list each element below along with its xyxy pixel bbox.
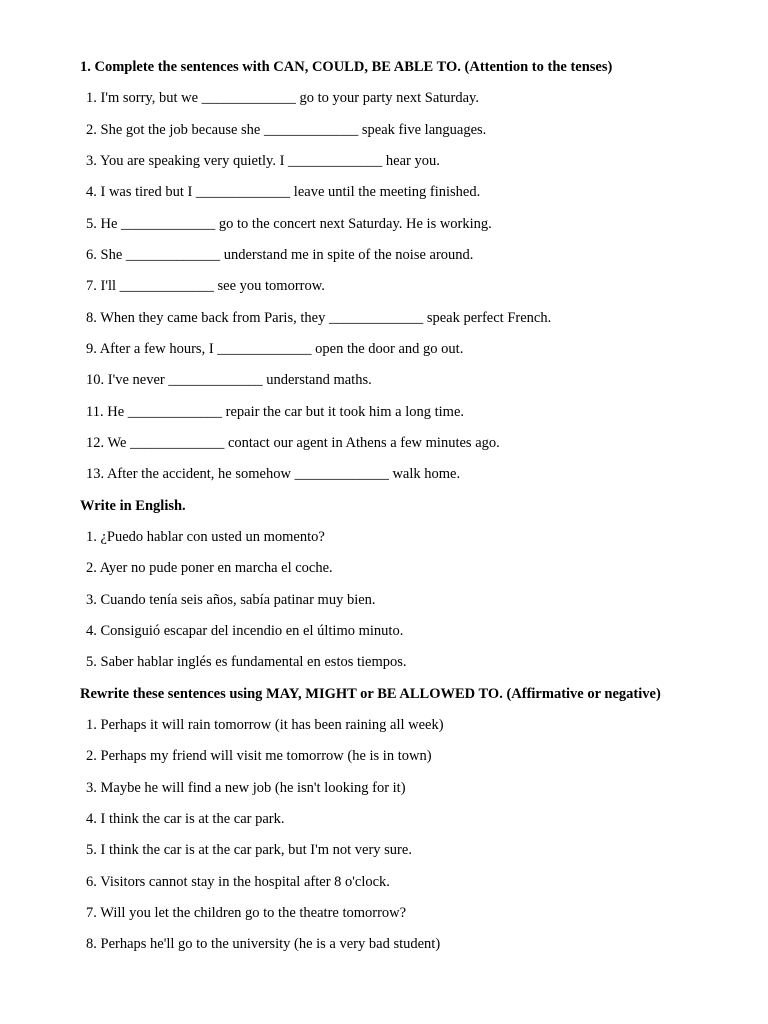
item-text: She _____________ understand me in spite of the noise around. [100, 246, 474, 263]
item-number: 5. [86, 215, 97, 232]
exercise-item [0, 616, 768, 647]
item-text: I've never _____________ understand maths. [107, 372, 372, 389]
item-text: Consiguió escapar del incendio en el último minuto. [100, 622, 404, 639]
exercise-item [0, 867, 768, 898]
section-heading: 1. Complete the sentences with CAN, COULD, BE ABLE TO. (Attention to the tenses) [80, 59, 613, 75]
item-number: 1. [86, 528, 97, 545]
item-number: 11. [86, 403, 104, 420]
item-text: Will you let the children go to the theatre tomorrow? [100, 904, 407, 921]
item-number: 1. [86, 716, 97, 733]
exercise-item [0, 177, 768, 208]
item-text: I think the car is at the car park, but I'm not very sure. [100, 842, 412, 859]
item-text: After the accident, he somehow _____________ walk home. [106, 466, 461, 483]
exercise-item [0, 271, 768, 302]
section-write-in-english [0, 491, 768, 679]
exercise-item [0, 804, 768, 835]
item-text: He _____________ go to the concert next Saturday. He is working. [100, 215, 492, 232]
item-number: 1. [86, 90, 97, 107]
exercise-item [0, 553, 768, 584]
item-number: 7. [86, 904, 97, 921]
exercise-item [0, 710, 768, 741]
section-can-could-be-able-to [0, 52, 768, 491]
exercise-item [0, 929, 768, 960]
exercise-item [0, 459, 768, 490]
item-text: We _____________ contact our agent in Athens a few minutes ago. [107, 434, 500, 451]
item-number: 5. [86, 842, 97, 859]
item-text: Cuando tenía seis años, sabía patinar muy bien. [100, 591, 376, 608]
section-heading: Write in English. [80, 497, 186, 514]
item-text: I was tired but I _____________ leave until the meeting finished. [100, 184, 481, 201]
item-text: I think the car is at the car park. [100, 810, 285, 827]
exercise-item [0, 83, 768, 114]
exercise-item [0, 585, 768, 616]
item-number: 2. [86, 560, 97, 577]
item-text: After a few hours, I _____________ open the door and go out. [99, 340, 464, 357]
item-text: You are speaking very quietly. I _____________ hear you. [99, 152, 440, 169]
item-number: 2. [86, 748, 97, 765]
exercise-item [0, 773, 768, 804]
exercise-item [0, 209, 768, 240]
exercise-item [0, 303, 768, 334]
exercise-item [0, 240, 768, 271]
item-number: 5. [86, 654, 97, 671]
item-text: Maybe he will find a new job (he isn't looking for it) [100, 779, 406, 796]
item-text: I'll _____________ see you tomorrow. [100, 278, 325, 295]
item-number: 10. [86, 372, 105, 389]
item-number: 3. [86, 152, 97, 169]
exercise-item [0, 835, 768, 866]
item-number: 2. [86, 121, 97, 138]
item-number: 4. [86, 622, 97, 639]
item-text: Perhaps my friend will visit me tomorrow (he is in town) [100, 748, 432, 765]
section-heading: Rewrite these sentences using MAY, MIGHT or BE ALLOWED TO. (Affirmative or negative) [80, 685, 661, 702]
item-number: 6. [86, 873, 97, 890]
exercise-item [0, 115, 768, 146]
item-text: He _____________ repair the car but it took him a long time. [107, 403, 465, 420]
item-text: Ayer no pude poner en marcha el coche. [99, 560, 333, 577]
exercise-item [0, 146, 768, 177]
exercise-item [0, 428, 768, 459]
exercise-item [0, 898, 768, 929]
section-may-might-be-allowed-to [0, 679, 768, 961]
item-text: Perhaps it will rain tomorrow (it has been raining all week) [100, 716, 444, 733]
exercise-item [0, 741, 768, 772]
item-text: ¿Puedo hablar con usted un momento? [100, 528, 325, 545]
item-number: 13. [86, 466, 105, 483]
item-number: 12. [86, 434, 105, 451]
exercise-item [0, 647, 768, 678]
exercise-item [0, 334, 768, 365]
item-number: 8. [86, 309, 97, 326]
exercise-item [0, 397, 768, 428]
item-number: 3. [86, 779, 97, 796]
item-number: 8. [86, 936, 97, 953]
item-text: Visitors cannot stay in the hospital after 8 o'clock. [100, 873, 390, 890]
exercise-item [0, 365, 768, 396]
item-number: 4. [86, 184, 97, 201]
item-text: When they came back from Paris, they _____________ speak perfect French. [100, 309, 552, 326]
item-text: I'm sorry, but we _____________ go to your party next Saturday. [100, 90, 479, 107]
item-number: 4. [86, 810, 97, 827]
item-number: 6. [86, 246, 97, 263]
item-text: She got the job because she _____________ speak five languages. [100, 121, 487, 138]
item-number: 9. [86, 340, 97, 357]
item-number: 7. [86, 278, 97, 295]
item-text: Saber hablar inglés es fundamental en estos tiempos. [100, 654, 407, 671]
item-text: Perhaps he'll go to the university (he is a very bad student) [100, 936, 441, 953]
exercise-item [0, 522, 768, 553]
item-number: 3. [86, 591, 97, 608]
